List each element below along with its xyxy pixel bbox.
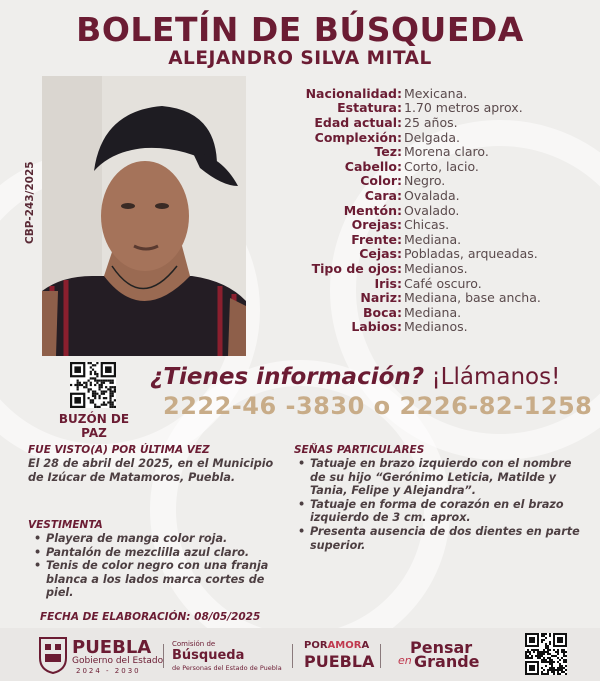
por-amor-logo [304,640,369,651]
pensar-text: Pensar [410,638,473,657]
call-text: ¡Llámanos! [431,364,561,390]
description-value: Pobladas, arqueadas. [404,246,538,262]
description-key: Complexión: [314,129,402,145]
description-value: 1.70 metros aprox. [404,100,523,116]
description-row [280,101,590,116]
puebla-logo-text: PUEBLA [72,637,152,658]
a-text: A [361,640,370,651]
description-key: Boca: [363,304,402,320]
description-key: Frente: [351,231,402,247]
description-row [280,247,590,262]
person-photo [42,76,246,356]
description-key: Orejas: [351,217,402,233]
description-value: Medianos. [404,260,468,276]
por-text: POR [304,640,328,651]
description-key: Cara: [364,187,402,203]
description-value: Mediana. [404,304,462,320]
description-row [280,232,590,247]
comision-text-3: de Personas del Estado de Puebla [172,664,282,672]
description-row [280,261,590,276]
puebla-shield-logo [38,634,68,674]
description-value: Mediana. [404,231,462,247]
case-id: CBP-243/2025 [24,161,36,244]
description-key: Nariz: [360,290,402,306]
description-value: 25 años. [404,114,458,130]
description-key: Nacionalidad: [305,85,402,101]
footer-qr-code[interactable] [525,633,567,675]
description-value: Mexicana. [404,85,468,101]
info-call-to-action [150,364,560,390]
description-row [280,320,590,335]
description-row [280,174,590,189]
person-name: ALEJANDRO SILVA MITAL [168,48,432,69]
buzon-qr-code[interactable] [70,362,116,408]
footer-divider [163,644,164,668]
description-value: Negro. [404,173,446,189]
list-item: • Tatuaje en brazo izquierdo con el nombre de su hijo “Gerónimo Leticia, Matilde y Tania, Felipe y Alejandra”. [296,457,586,498]
gobierno-text: Gobierno del Estado [72,656,164,666]
bulletin-title: BOLETÍN DE BÚSQUEDA [76,10,524,49]
description-row [280,217,590,232]
description-value: Mediana, base ancha. [404,290,541,306]
description-value: Café oscuro. [404,275,482,291]
years-text: 2024 - 2030 [76,667,141,675]
grande-text: Grande [414,652,480,671]
list-item: • Pantalón de mezclilla azul claro. [32,546,292,560]
buzon-de-paz-label: BUZÓN DE PAZ [58,412,130,440]
description-row [280,130,590,145]
amor-text: AMOR [327,640,362,651]
description-row [280,159,590,174]
description-key: Estatura: [337,100,402,116]
description-key: Cejas: [359,246,402,262]
description-value: Chicas. [404,217,450,233]
question-text: ¿Tienes información? [150,364,425,390]
description-row [280,203,590,218]
description-row [280,86,590,101]
clothing-list [32,532,292,600]
en-text: en [398,654,412,667]
description-value: Corto, lacio. [404,158,479,174]
description-key: Tipo de ojos: [311,260,402,276]
marks-list [296,457,586,552]
last-seen-heading: FUE VISTO(A) POR ÚLTIMA VEZ [28,444,210,456]
footer-divider [292,644,293,668]
description-value: Medianos. [404,319,468,335]
description-row [280,188,590,203]
description-key: Tez: [374,144,402,160]
elaboration-date: FECHA DE ELABORACIÓN: 08/05/2025 [40,611,261,623]
description-value: Delgada. [404,129,460,145]
description-value: Morena claro. [404,144,489,160]
description-key: Color: [360,173,402,189]
description-key: Mentón: [343,202,402,218]
footer [0,628,600,681]
marks-heading: SEÑAS PARTICULARES [294,444,425,456]
footer-divider [380,644,381,668]
description-row [280,144,590,159]
list-item: • Tenis de color negro con una franja blanca a los lados marca cortes de piel. [32,559,292,600]
description-key: Edad actual: [314,114,402,130]
description-key: Cabello: [344,158,402,174]
description-key: Iris: [374,275,402,291]
physical-description [280,86,590,334]
description-row [280,290,590,305]
list-item: • Tatuaje en forma de corazón en el brazo izquierdo de 3 cm. aprox. [296,498,586,525]
description-row [280,276,590,291]
clothing-heading: VESTIMENTA [28,519,103,531]
comision-text-1: Comisión de [172,640,216,648]
puebla-slogan-text: PUEBLA [304,652,375,671]
description-value: Ovalada. [404,187,460,203]
description-row [280,115,590,130]
description-row [280,305,590,320]
phone-numbers[interactable]: 2222-46 -3830 o 2226-82-1258 [163,392,593,420]
comision-text-2: Búsqueda [172,648,245,663]
list-item: • Playera de manga color roja. [32,532,292,546]
description-value: Ovalado. [404,202,460,218]
last-seen-text: El 28 de abril del 2025, en el Municipio de Izúcar de Matamoros, Puebla. [28,457,274,484]
list-item: • Presenta ausencia de dos dientes en parte superior. [296,525,586,552]
description-key: Labios: [351,319,402,335]
